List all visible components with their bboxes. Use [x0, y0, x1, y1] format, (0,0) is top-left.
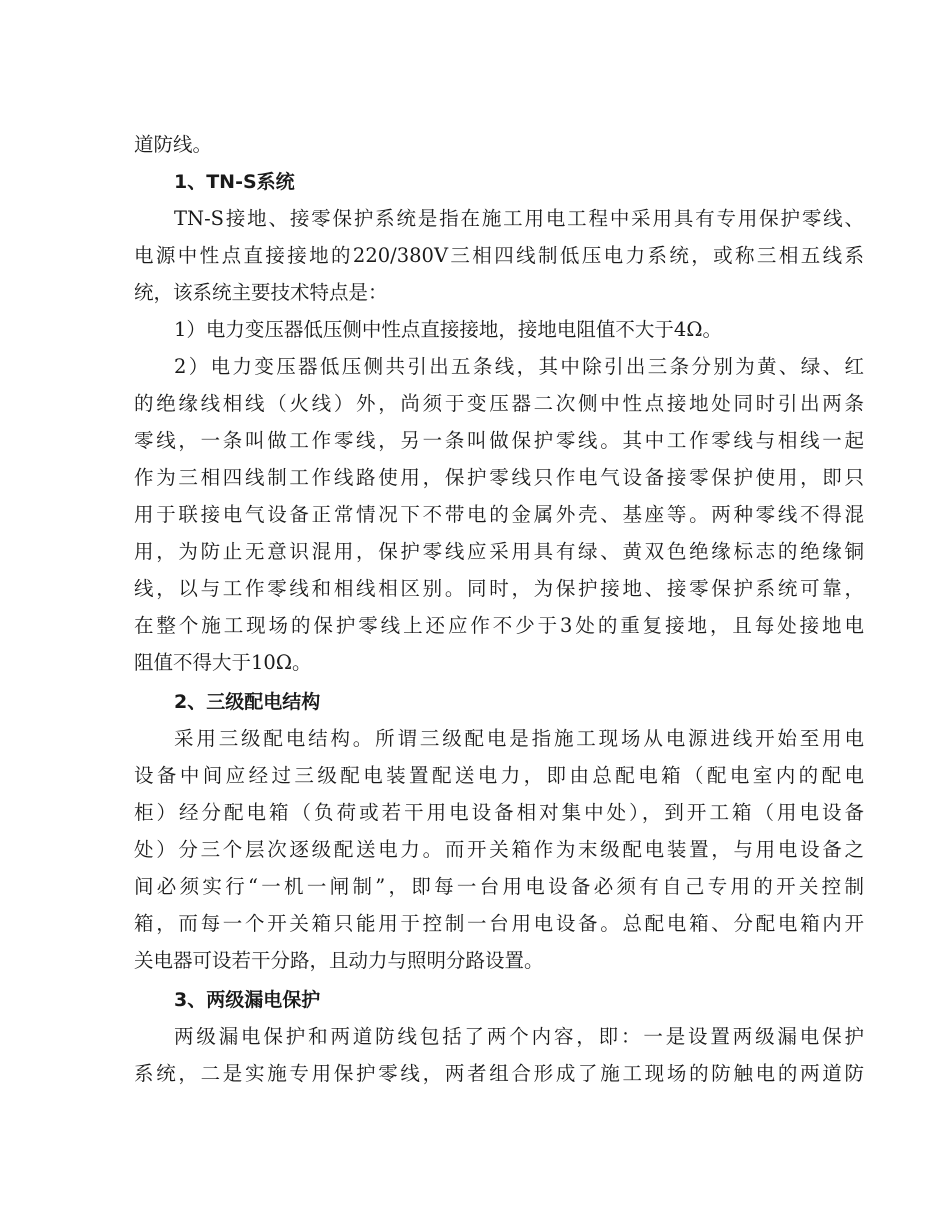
- list-item: 1）电力变压器低压侧中性点直接接地，接地电阻值不大于4Ω。: [174, 318, 722, 341]
- paragraph-line: 设备中间应经过三级配电装置配送电力，即由总配电箱（配电室内的配电: [134, 764, 864, 787]
- paragraph-line: 阻值不得大于10Ω。: [134, 651, 312, 674]
- paragraph-line: TN-S接地、接零保护系统是指在施工用电工程中采用具有专用保护零线、: [174, 207, 864, 230]
- paragraph-line: 在整个施工现场的保护零线上还应作不少于3处的重复接地，且每处接地电: [134, 614, 864, 637]
- paragraph-line: 系统，二是实施专用保护零线，两者组合形成了施工现场的防触电的两道防: [134, 1062, 864, 1085]
- section-heading: 1、TN-S系统: [174, 171, 295, 193]
- paragraph-line: 用于联接电气设备正常情况下不带电的金属外壳、基座等。两种零线不得混: [134, 503, 864, 526]
- paragraph-line: 统，该系统主要技术特点是：: [134, 281, 388, 304]
- section-heading: 3、两级漏电保护: [174, 989, 321, 1011]
- paragraph-line: 作为三相四线制工作线路使用，保护零线只作电气设备接零保护使用，即只: [134, 466, 864, 489]
- paragraph-line: 箱，而每一个开关箱只能用于控制一台用电设备。总配电箱、分配电箱内开: [134, 912, 864, 935]
- paragraph-line: 线，以与工作零线和相线相区别。同时，为保护接地、接零保护系统可靠，: [134, 577, 864, 600]
- paragraph-line: 采用三级配电结构。所谓三级配电是指施工现场从电源进线开始至用电: [174, 727, 864, 750]
- paragraph-line: 用，为防止无意识混用，保护零线应采用具有绿、黄双色绝缘标志的绝缘铜: [134, 540, 864, 563]
- paragraph-line: 零线，一条叫做工作零线，另一条叫做保护零线。其中工作零线与相线一起: [134, 429, 864, 452]
- paragraph-line: 两级漏电保护和两道防线包括了两个内容，即：一是设置两级漏电保护: [174, 1025, 864, 1048]
- paragraph-line: 的绝缘线相线（火线）外，尚须于变压器二次侧中性点接地处同时引出两条: [134, 392, 864, 415]
- paragraph-line: 道防线。: [134, 133, 213, 156]
- paragraph-line: 柜）经分配电箱（负荷或若干用电设备相对集中处），到开工箱（用电设备: [134, 801, 864, 824]
- paragraph-line: 处）分三个层次逐级配送电力。而开关箱作为末级配电装置，与用电设备之: [134, 838, 864, 861]
- paragraph-line: 电源中性点直接接地的220/380V三相四线制低压电力系统，或称三相五线系: [134, 244, 864, 267]
- paragraph-line: 间必须实行“一机一闸制”，即每一台用电设备必须有自己专用的开关控制: [134, 875, 864, 898]
- paragraph-line: 关电器可设若干分路，且动力与照明分路设置。: [134, 949, 544, 972]
- section-heading: 2、三级配电结构: [174, 691, 321, 713]
- list-item: 2）电力变压器低压侧共引出五条线，其中除引出三条分别为黄、绿、红: [174, 355, 864, 378]
